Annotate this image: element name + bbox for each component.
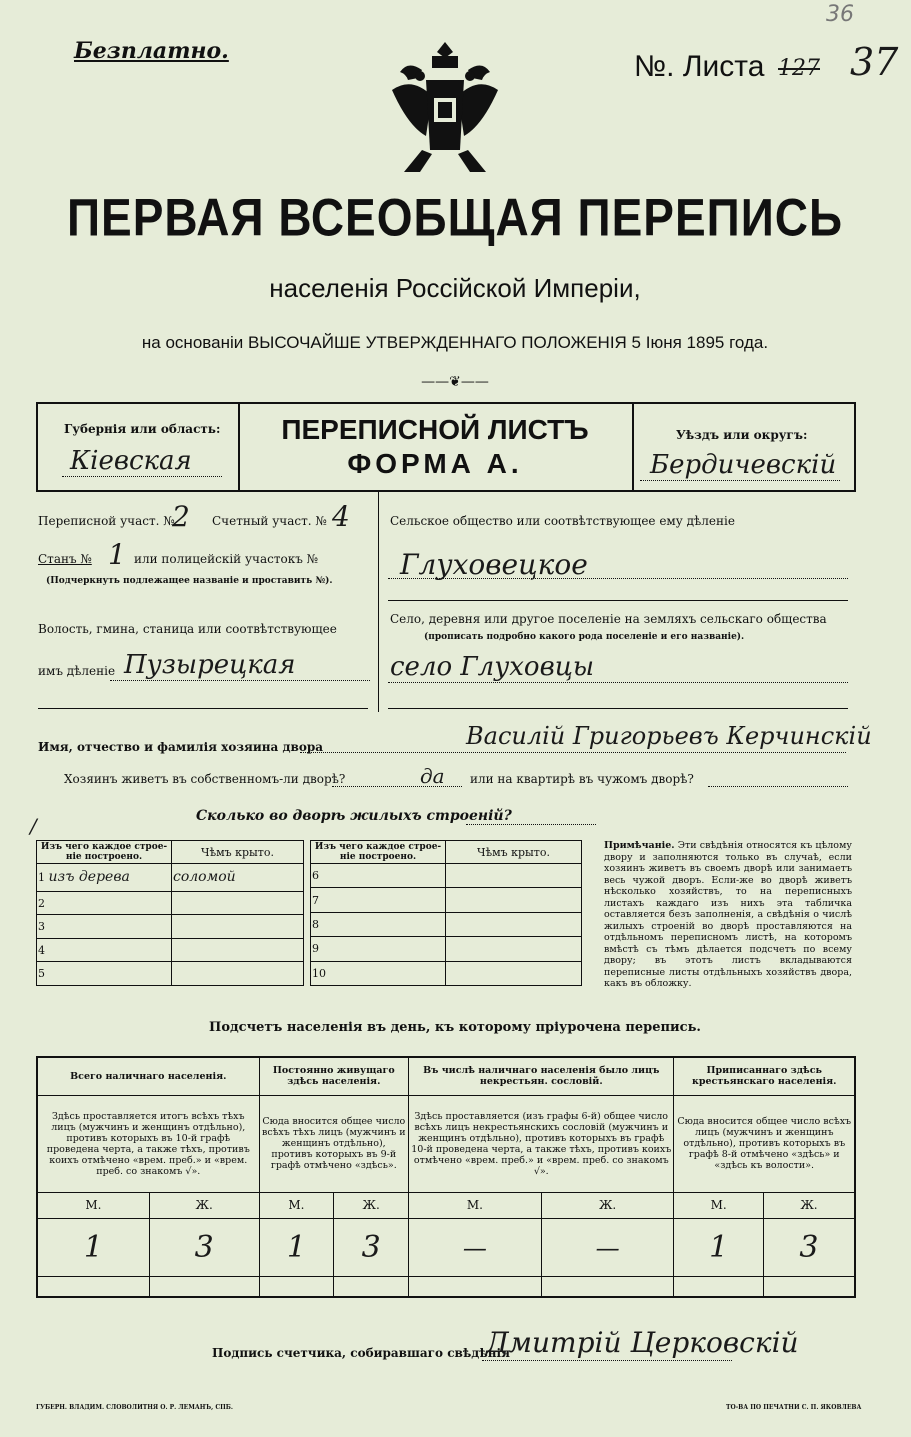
group-header: Въ числѣ наличнаго населенія было лицъ некрестьян. сословій. [409, 1057, 674, 1095]
uezd-label: Уѣздъ или округъ: [676, 428, 808, 442]
table-row: 6 [311, 864, 582, 888]
ornament: ——❦—— [421, 374, 489, 390]
form-basis: на основаніи ВЫСОЧАЙШЕ УТВЕРЖДЕННАГО ПОЛОЖЕНІЯ 5 Іюня 1895 года. [141, 333, 769, 352]
male-column-header: М. [259, 1192, 334, 1218]
police-label: или полицейскій участокъ № [134, 552, 319, 566]
count-cell: 1 [37, 1218, 149, 1276]
form-variant: ФОРМА А. [347, 448, 523, 479]
table-row: 10 [311, 961, 582, 985]
note-head: Примѣчаніе. [604, 840, 675, 851]
col-roof-header: Чѣмъ крыто. [172, 841, 304, 864]
owner-lives-value: да [420, 764, 445, 788]
table-row: 2 [37, 891, 304, 915]
note-block [604, 840, 852, 990]
free-label: Безплатно. [74, 38, 229, 64]
note-text: Эти свѣдѣнія относятся къ цѣлому двору и заполняются только въ случаѣ, если хозяинъ живетъ въ своемъ дворѣ или занимаетъ весь чужой дворъ. Если-же во дворѣ живетъ нѣсколько хозяйствъ, то на переписныхъ листахъ каждаго изъ нихъ эта табличка оставляется безъ заполненія, а свѣдѣнія о числѣ жилыхъ строеній во дворѣ проставляются на отдѣльномъ переписномъ листѣ, на которомъ вмѣстѣ съ тѣмъ дѣлается подсчетъ по всему двору; въ этотъ листъ вкладываются переписные листы отдѣльныхъ хозяйствъ двора, какъ въ обложку. [604, 840, 852, 989]
count-cell: — [541, 1218, 674, 1276]
sheet-number-crossed: 127 [778, 56, 820, 81]
count-cell: 3 [763, 1218, 855, 1276]
count-cell: 1 [674, 1218, 763, 1276]
double-headed-eagle-emblem [382, 40, 508, 180]
buildings-question: Сколько во дворѣ жилыхъ строеній? [196, 808, 512, 824]
buildings-table-right [310, 840, 582, 986]
gubernia-label: Губернія или область: [64, 422, 221, 436]
volost-value: Пузырецкая [124, 650, 296, 680]
volost-label-2: имъ дѣленіе [38, 664, 116, 678]
group-description: Здѣсь проставляется (изъ графы 6-й) общее число всѣхъ лицъ некрестьянскихъ сословій (мужчинъ и женщинъ отдѣльно), противъ которыхъ въ графѣ 10-й проведена черта, а также тѣхъ, противъ коихъ отмѣчено «врем. преб.» и «врем. преб. со знакомъ √». [409, 1095, 674, 1192]
col-material-header: Изъ чего каждое строе-ніе построено. [37, 841, 172, 864]
table-row: 4 [37, 938, 304, 962]
signature-value: Дмитрiй Церковскiй [486, 1326, 799, 1359]
sheet-number-label: №. Листа [634, 50, 765, 83]
stan-value: 1 [108, 538, 126, 571]
table-row: 9 [311, 937, 582, 961]
footer-right: ТО-ВА ПО ПЕЧАТНИ С. П. ЯКОВЛЕВА [726, 1404, 862, 1411]
male-column-header: М. [37, 1192, 149, 1218]
gubernia-value: Кiевская [70, 446, 192, 476]
village-value: село Глуховцы [390, 652, 595, 682]
male-column-header: М. [674, 1192, 763, 1218]
count-table-title: Подсчетъ населенія въ день, къ которому пріурочена перепись. [209, 1020, 701, 1035]
volost-label: Волость, гмина, станица или соотвѣтствующее [38, 622, 337, 636]
male-column-header: М. [409, 1192, 542, 1218]
sheet-number-pen: 37 [850, 40, 899, 84]
group-header: Постоянно живущаго здѣсь населенія. [259, 1057, 409, 1095]
form-title: ПЕРЕПИСНОЙ ЛИСТЪ [281, 414, 589, 445]
form-main-title: ПЕРВАЯ ВСЕОБЩАЯ ПЕРЕПИСЬ [66, 187, 844, 247]
group-description: Сюда вносится общее число всѣхъ тѣхъ лицъ (мужчинъ и женщинъ отдѣльно), противъ которыхъ въ 9-й графѣ отмѣчено «здѣсь». [259, 1095, 409, 1192]
village-label: Село, деревня или другое поселеніе на земляхъ сельскаго общества [390, 612, 827, 626]
owner-name-label: Имя, отчество и фамилія хозяина двора [38, 740, 323, 754]
group-header: Приписаннаго здѣсь крестьянскаго населенія. [674, 1057, 855, 1095]
female-column-header: Ж. [334, 1192, 409, 1218]
female-column-header: Ж. [149, 1192, 259, 1218]
table-row: 7 [311, 888, 582, 912]
society-value: Глуховецкое [400, 548, 588, 581]
group-description: Здѣсь проставляется итогъ всѣхъ тѣхъ лицъ (мужчинъ и женщинъ отдѣльно), противъ которыхъ въ 10-й графѣ проведена черта, а также тѣхъ, противъ коихъ отмѣчено «врем. преб.» и «врем. преб. со знакомъ √». [37, 1095, 259, 1192]
col-roof-header: Чѣмъ крыто. [446, 841, 582, 864]
table-row: 3 [37, 915, 304, 939]
owner-name-value: Василiй Григорьевъ Керчинскiй [466, 722, 872, 750]
sheet-number-pencil: 36 [826, 2, 854, 27]
table-row: 5 [37, 962, 304, 986]
count-cell: — [409, 1218, 542, 1276]
owner-lives-label: Хозяинъ живетъ въ собственномъ-ли дворѣ? [64, 772, 346, 786]
count-cell: 3 [334, 1218, 409, 1276]
stan-label: Станъ № [38, 552, 92, 566]
population-count-table [36, 1056, 856, 1298]
count-cell: 3 [149, 1218, 259, 1276]
buildings-table-left [36, 840, 304, 986]
society-label: Сельское общество или соотвѣтствующее ему дѣленіе [390, 514, 735, 528]
buildings-mark: / [30, 814, 37, 838]
underline-note: (Подчеркнуть подлежащее названіе и проставить №). [46, 576, 333, 586]
female-column-header: Ж. [763, 1192, 855, 1218]
form-subtitle: населенія Россійской Имперіи, [269, 273, 641, 303]
counting-district-label: Счетный участ. № [212, 514, 327, 528]
table-row: 1 изъ дерева соломой [37, 864, 304, 892]
uezd-value: Бердичевскiй [650, 450, 837, 480]
footer-left: ГУБЕРН. ВЛАДИМ. СЛОВОЛИТНЯ О. Р. ЛЕМАНЪ, СПБ. [36, 1404, 233, 1411]
col-material-header: Изъ чего каждое строе-ніе построено. [311, 841, 446, 864]
census-district-label: Переписной участ. № [38, 514, 175, 528]
female-column-header: Ж. [541, 1192, 674, 1218]
counting-district-value: 4 [332, 500, 350, 533]
owner-lives-alt: или на квартирѣ въ чужомъ дворѣ? [470, 772, 694, 786]
group-description: Сюда вносится общее число всѣхъ лицъ (мужчинъ и женщинъ отдѣльно), противъ которыхъ въ графѣ 8-й отмѣчено «здѣсь» и «здѣсь къ волости». [674, 1095, 855, 1192]
count-cell: 1 [259, 1218, 334, 1276]
census-district-value: 2 [172, 500, 190, 533]
table-row: 8 [311, 912, 582, 936]
signature-label: Подпись счетчика, собиравшаго свѣдѣнія [212, 1346, 510, 1360]
group-header: Всего наличнаго населенія. [37, 1057, 259, 1095]
village-note: (прописать подробно какого рода поселеніе и его названіе). [424, 632, 745, 642]
